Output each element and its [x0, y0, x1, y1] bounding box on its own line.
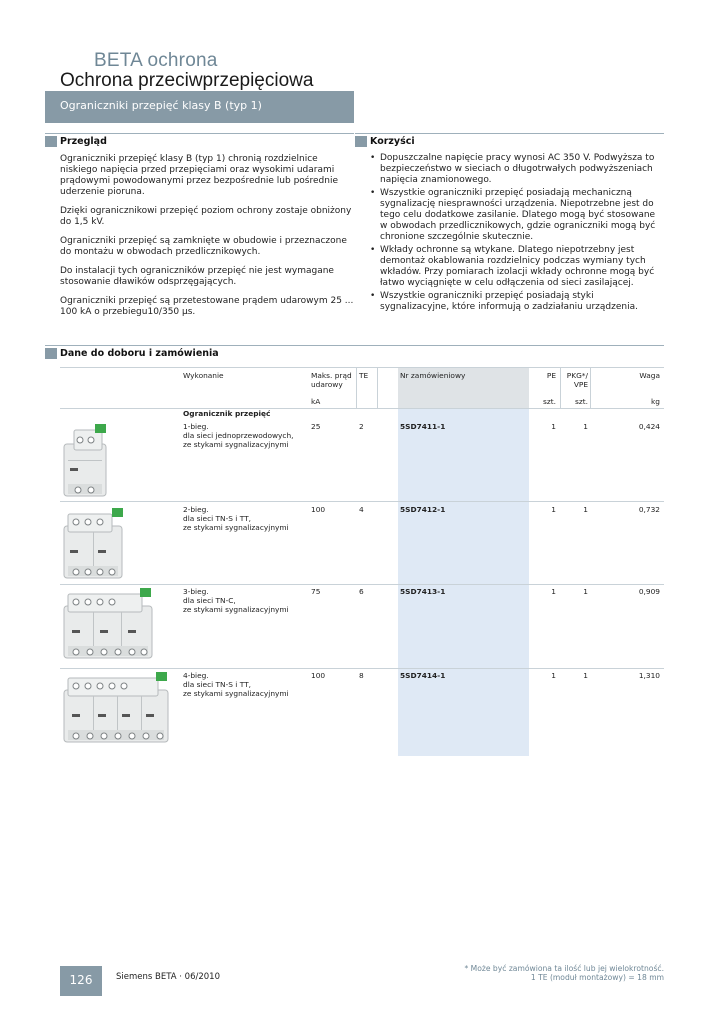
row-divider [60, 584, 664, 585]
row-pkg: 1 [583, 505, 588, 514]
row-max-current: 100 [311, 671, 326, 680]
col-header-weight: Waga [639, 371, 660, 380]
order-number-column-bg [398, 409, 529, 756]
row-pkg: 1 [583, 422, 588, 431]
row-weight: 0,909 [638, 587, 660, 596]
col-header-wykonanie: Wykonanie [183, 371, 224, 380]
overview-title: Przegląd [60, 136, 107, 147]
benefit-item: • Wkłady ochronne są wtykane. Dlatego niepotrzebny jest demontaż okablowania rozdzielnicy podczas wymiany tych wkładów. Przy pomiarach izolacji wkłady ochronne mogą być łatwo wyciągnięte w celu odłączenia od sieci zasilającej. [370, 245, 662, 289]
section-band [45, 91, 354, 123]
row-desc-line: dla sieci TN-C, [183, 596, 236, 605]
table-row [60, 422, 120, 502]
footnote-line: * Może być zamówiona ta ilość lub jej wielokrotność. [464, 964, 664, 973]
row-desc-line: ze stykami sygnalizacyjnymi [183, 440, 289, 449]
row-pe: 1 [551, 422, 556, 431]
row-max-current: 75 [311, 587, 321, 596]
divider [45, 345, 664, 346]
divider [355, 133, 664, 134]
brand-title: BETA ochrona [94, 50, 218, 71]
row-order-number: 5SD7411-1 [400, 422, 446, 431]
col-header-te: TE [359, 371, 369, 380]
section-marker [45, 348, 57, 359]
page-title: Ochrona przeciwprzepięciowa [60, 70, 314, 91]
row-pe: 1 [551, 671, 556, 680]
row-order-number: 5SD7412-1 [400, 505, 446, 514]
row-divider [60, 501, 664, 502]
section-band-title: Ograniczniki przepięć klasy B (typ 1) [60, 99, 262, 112]
row-desc-line: 3-bieg. [183, 587, 209, 596]
row-te: 6 [359, 587, 364, 596]
row-max-current: 25 [311, 422, 321, 431]
overview-paragraph: Ograniczniki przepięć są przetestowane prądem udarowym 25 ... 100 kA o przebiegu10/350 µs. [60, 296, 354, 317]
row-weight: 1,310 [638, 671, 660, 680]
row-desc-line: 1-bieg. [183, 422, 209, 431]
row-desc-line: 2-bieg. [183, 505, 209, 514]
row-te: 4 [359, 505, 364, 514]
row-description [183, 671, 289, 698]
row-desc-line: ze stykami sygnalizacyjnymi [183, 689, 289, 698]
benefit-item: • Wszystkie ograniczniki przepięć posiadają mechaniczną sygnalizację niesprawności urządzenia. Niepotrzebne jest do tego celu dodatkowe zasilanie. Dlatego mogą być stosowane w obwodach przedlicznikowych, gdzie ograniczniki mogą być chronione szczególnie skutecznie. [370, 188, 662, 243]
benefit-item: • Dopuszczalne napięcie pracy wynosi AC 350 V. Podwyższa to bezpieczeństwo w sieciach o długotrwałych podwyższeniach napięcia znamionowego. [370, 153, 662, 186]
order-title: Dane do doboru i zamówienia [60, 348, 219, 359]
overview-paragraph: Ograniczniki przepięć klasy B (typ 1) chronią rozdzielnice niskiego napięcia przed przepięciami oraz wysokimi udarami prądowymi powodowanymi przez bezpośrednie lub pośrednie uderzenie pioruna. [60, 154, 338, 197]
col-header-order-number: Nr zamówieniowy [400, 371, 466, 380]
group-label: Ogranicznik przepięć [183, 409, 271, 418]
row-pe: 1 [551, 505, 556, 514]
row-description [183, 587, 289, 614]
row-desc-line: ze stykami sygnalizacyjnymi [183, 523, 289, 532]
row-desc-line: 4-bieg. [183, 671, 209, 680]
overview-paragraph: Dzięki ogranicznikowi przepięć poziom ochrony zostaje obniżony do 1,5 kV. [60, 206, 352, 227]
row-divider [60, 668, 664, 669]
unit-ka: kA [311, 397, 321, 406]
row-order-number: 5SD7413-1 [400, 587, 446, 596]
table-row [60, 670, 172, 750]
table-top-line [60, 367, 664, 368]
row-te: 2 [359, 422, 364, 431]
unit-weight: kg [651, 397, 660, 406]
footnote [380, 964, 664, 982]
divider [45, 133, 354, 134]
row-description [183, 505, 289, 532]
row-weight: 0,424 [638, 422, 660, 431]
row-te: 8 [359, 671, 364, 680]
row-max-current: 100 [311, 505, 326, 514]
col-header-pe: PE [546, 371, 556, 380]
product-image [60, 422, 120, 498]
row-pkg: 1 [583, 671, 588, 680]
overview-text [60, 154, 354, 326]
row-pe: 1 [551, 587, 556, 596]
row-order-number: 5SD7414-1 [400, 671, 446, 680]
product-image [60, 586, 156, 662]
unit-pe: szt. [543, 397, 556, 406]
row-desc-line: ze stykami sygnalizacyjnymi [183, 605, 289, 614]
column-separator [356, 368, 357, 408]
row-desc-line: dla sieci TN-S i TT, [183, 680, 251, 689]
col-header-max-current: Maks. prąd udarowy [311, 371, 352, 389]
section-marker [45, 136, 57, 147]
row-desc-line: dla sieci jednoprzewodowych, [183, 431, 294, 440]
row-pkg: 1 [583, 587, 588, 596]
row-description [183, 422, 294, 449]
overview-paragraph: Do instalacji tych ograniczników przepięć nie jest wymagane stosowanie dławików odsprzęgających. [60, 266, 334, 287]
benefits-title: Korzyści [370, 136, 415, 147]
column-separator [590, 368, 591, 408]
publisher: Siemens BETA · 06/2010 [116, 972, 220, 982]
product-image [60, 506, 130, 582]
page-number-box [60, 966, 102, 996]
table-row [60, 586, 156, 666]
benefits-list [370, 153, 662, 315]
section-marker [355, 136, 367, 147]
unit-pkg: szt. [575, 397, 588, 406]
footnote-line: 1 TE (moduł montażowy) = 18 mm [530, 973, 664, 982]
row-desc-line: dla sieci TN-S i TT, [183, 514, 251, 523]
table-row [60, 506, 130, 586]
row-weight: 0,732 [638, 505, 660, 514]
benefit-item: • Wszystkie ograniczniki przepięć posiadają styki sygnalizacyjne, które informują o zadziałaniu urządzenia. [370, 291, 662, 313]
page-number: 126 [69, 973, 93, 987]
col-header-pkg: PKG*/ VPE [566, 371, 588, 389]
table-header-line [60, 408, 664, 409]
product-image [60, 670, 172, 746]
column-separator [377, 368, 378, 408]
overview-paragraph: Ograniczniki przepięć są zamknięte w obudowie i przeznaczone do montażu w obwodach przedlicznikowych. [60, 236, 347, 257]
